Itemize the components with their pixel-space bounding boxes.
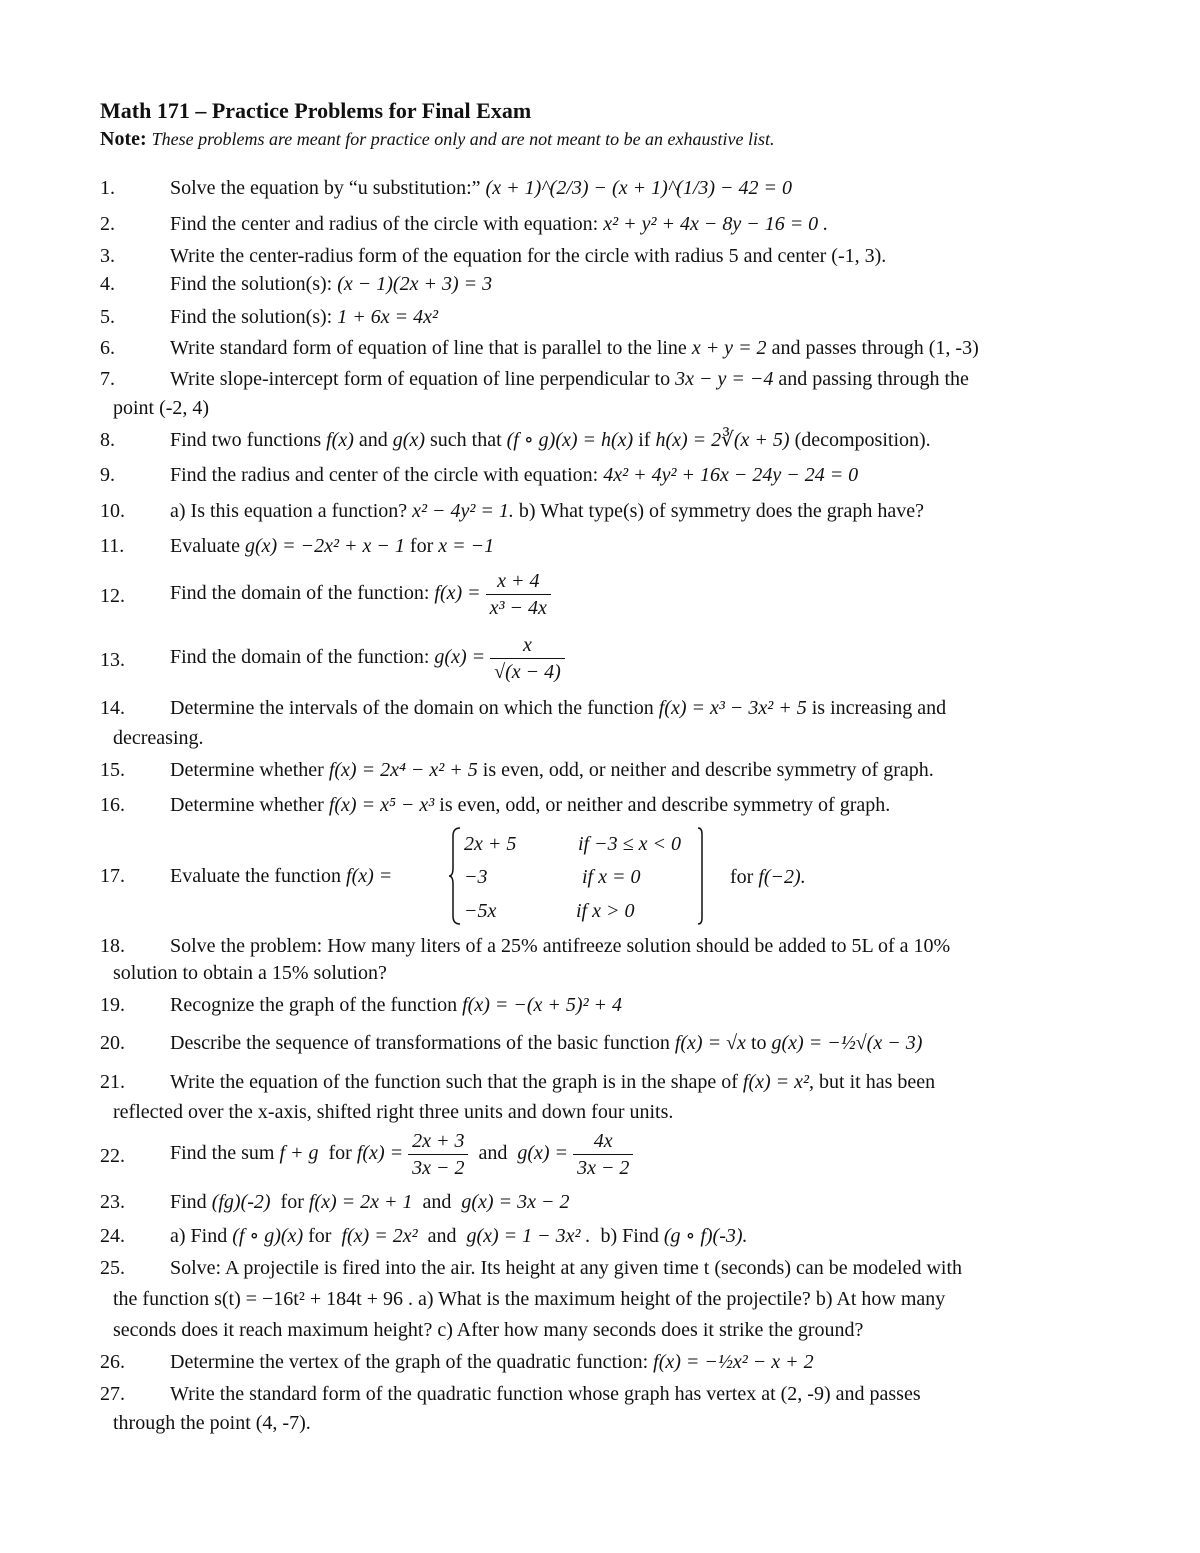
- problem-17: 17. Evaluate the function f(x) = 2x + 5 −3 −5x if −3 ≤ x < 0 if x = 0 if x > 0 for f(−2).: [100, 862, 1120, 932]
- problem-8: 8. Find two functions f(x) and g(x) such that (f ∘ g)(x) = h(x) if h(x) = 2∛(x + 5) (decomposition).: [100, 429, 931, 451]
- problem-23: 23. Find (fg)(-2) for f(x) = 2x + 1 and g(x) = 3x − 2: [100, 1191, 570, 1213]
- problem-15: 15. Determine whether f(x) = 2x⁴ − x² + 5 is even, odd, or neither and describe symmetry of graph.: [100, 759, 934, 781]
- problem-number: 1.: [100, 177, 115, 199]
- page-title: Math 171 – Practice Problems for Final Exam: [100, 98, 532, 123]
- note-label: Note:: [100, 128, 147, 150]
- note: [100, 128, 775, 151]
- problem-7: 7. Write slope-intercept form of equation of line perpendicular to 3x − y = −4 and passing through the point (-2, 4): [100, 368, 969, 419]
- problem-22: 22. Find the sum f + g for f(x) = $\frac{2x + 3}{3x - 2}$ and g(x) = $\frac{4x}{3x - 2}$: [100, 1128, 1120, 1181]
- problem-18: 18. Solve the problem: How many liters of a 25% antifreeze solution should be added to 5L of a 10% solution to obtain a 15% solution?: [100, 935, 951, 984]
- problem-5: 5. Find the solution(s): 1 + 6x = 4x²: [100, 306, 438, 328]
- problem-13: 13. Find the domain of the function: g(x) = $\frac{x}{√(x - 4)}$: [100, 632, 1120, 685]
- problem-16: 16. Determine whether f(x) = x⁵ − x³ is even, odd, or neither and describe symmetry of graph.: [100, 794, 891, 816]
- problem-19: 19. Recognize the graph of the function f(x) = −(x + 5)² + 4: [100, 994, 623, 1016]
- problem-10: 10. a) Is this equation a function? x² − 4y² = 1. b) What type(s) of symmetry does the graph have?: [100, 500, 924, 522]
- problem-4: 4. Find the solution(s): (x − 1)(2x + 3) = 3: [100, 273, 493, 295]
- problem-11: 11. Evaluate g(x) = −2x² + x − 1 for x = −1: [100, 535, 495, 557]
- problem-26: 26. Determine the vertex of the graph of the quadratic function: f(x) = −½x² − x + 2: [100, 1351, 814, 1373]
- right-bracket-icon: [696, 826, 706, 926]
- fraction: $\frac{4x}{3x - 2}$: [573, 1128, 633, 1181]
- fraction: $\frac{2x + 3}{3x - 2}$: [408, 1128, 468, 1181]
- problem-27: 27. Write the standard form of the quadratic function whose graph has vertex at (2, -9) and passes through the point (4, -7).: [100, 1383, 921, 1434]
- left-brace-icon: [448, 826, 462, 926]
- note-text: These problems are meant for practice only and are not meant to be an exhaustive list.: [151, 129, 775, 149]
- problem-20: 20. Describe the sequence of transformations of the basic function f(x) = √x to g(x) = −½√(x − 3): [100, 1032, 923, 1054]
- problem-14: 14. Determine the intervals of the domain on which the function f(x) = x³ − 3x² + 5 is increasing and decreasing.: [100, 697, 947, 749]
- fraction: $\frac{x + 4}{\text{x³ − 4x}}$: [486, 568, 551, 621]
- problem-3: 3. Write the center-radius form of the equation for the circle with radius 5 and center (-1, 3).: [100, 245, 887, 267]
- problem-1: 1. Solve the equation by “u substitution:” (x + 1)^(2/3) − (x + 1)^(1/3) − 42 = 0: [100, 174, 1120, 203]
- problem-21: 21. Write the equation of the function such that the graph is in the shape of f(x) = x², but it has been reflected over the x-axis, shifted right three units and down four units.: [100, 1071, 936, 1123]
- problem-9: 9. Find the radius and center of the circle with equation: 4x² + 4y² + 16x − 24y − 24 = 0: [100, 464, 859, 486]
- fraction: $\frac{x}{√(x - 4)}$: [490, 632, 565, 685]
- problem-25: 25. Solve: A projectile is fired into the air. Its height at any given time t (seconds) can be modeled with the function s(t) = −16t² + 184t + 96 . a) What is the maximum height of the projectile? b) At how many seconds does it reach maximum height? c) After how many seconds does it strike the ground?: [100, 1257, 963, 1341]
- problem-24: 24. a) Find (f ∘ g)(x) for f(x) = 2x² and g(x) = 1 − 3x² . b) Find (g ∘ f)(-3).: [100, 1225, 748, 1247]
- problem-2: 2. Find the center and radius of the circle with equation: x² + y² + 4x − 8y − 16 = 0 .: [100, 213, 829, 235]
- problem-12: 12. Find the domain of the function: f(x) = $\frac{x + 4}{\text{x³ − 4x}}$: [100, 568, 1120, 621]
- problem-6: 6. Write standard form of equation of line that is parallel to the line x + y = 2 and passes through (1, -3): [100, 337, 979, 359]
